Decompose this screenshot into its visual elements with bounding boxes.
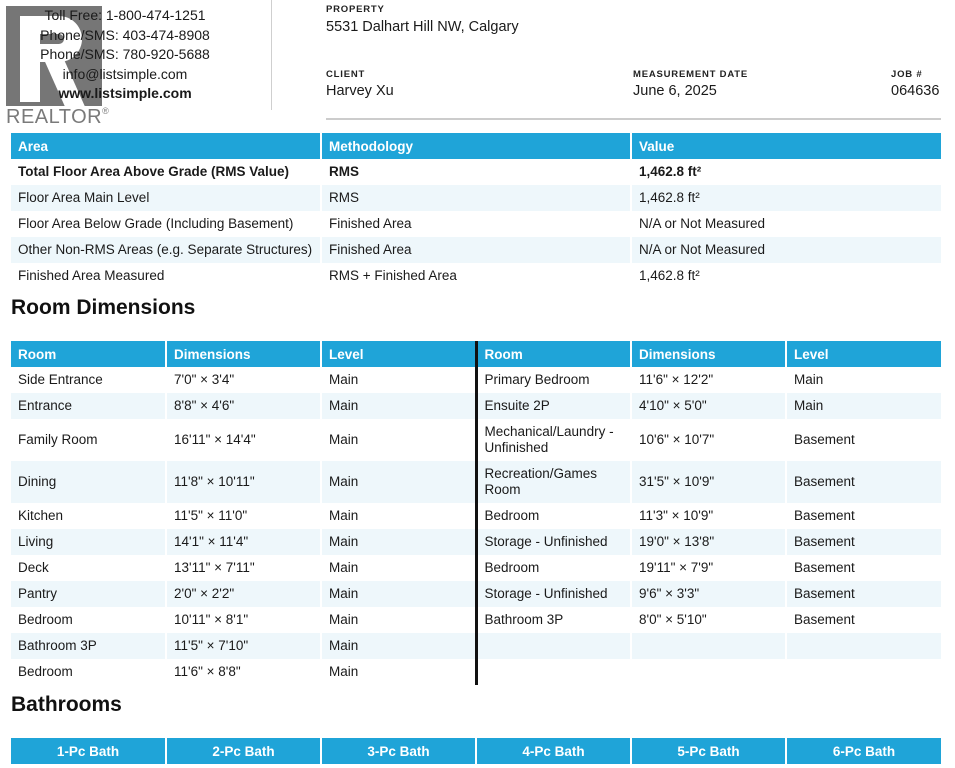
room-dimensions: 10'11" × 8'1"	[166, 607, 321, 633]
bathrooms-table	[11, 738, 941, 764]
room-level: Main	[321, 503, 476, 529]
area-method: RMS	[321, 185, 631, 211]
contact-website-link[interactable]: www.listsimple.com	[58, 85, 192, 101]
area-name: Total Floor Area Above Grade (RMS Value)	[11, 159, 321, 185]
room-dimensions	[631, 659, 786, 685]
room-dimensions: 2'0" × 2'2"	[166, 581, 321, 607]
bathrooms-title: Bathrooms	[11, 693, 122, 716]
room-name: Bedroom	[11, 607, 166, 633]
table-row	[11, 211, 941, 237]
room-level: Main	[794, 372, 824, 387]
room-dimensions: 13'11" × 7'11"	[166, 555, 321, 581]
column-header-level: Level	[786, 341, 941, 367]
contact-phone-2: Phone/SMS: 780-920-5688	[40, 46, 210, 62]
room-name: Ensuite 2P	[476, 393, 631, 419]
room-level: Main	[321, 419, 476, 461]
area-method: Finished Area	[321, 211, 631, 237]
area-name: Floor Area Below Grade (Including Basement)	[11, 211, 321, 237]
column-header-6pc-bath: 6-Pc Bath	[786, 738, 941, 764]
room-name: Storage - Unfinished	[476, 581, 631, 607]
room-dimensions: 8'0" × 5'10"	[631, 607, 786, 633]
room-name: Recreation/Games Room	[476, 461, 631, 503]
room-level: Main	[321, 659, 476, 685]
room-name: Kitchen	[11, 503, 166, 529]
column-header-2pc-bath: 2-Pc Bath	[166, 738, 321, 764]
area-value: N/A or Not Measured	[631, 237, 941, 263]
measurement-date-label: MEASUREMENT DATE	[633, 69, 749, 80]
room-dimensions: 8'8" × 4'6"	[166, 393, 321, 419]
column-header-area: Area	[11, 133, 321, 159]
table-row	[11, 159, 941, 185]
room-dimensions: 11'5" × 11'0"	[166, 503, 321, 529]
column-header-level: Level	[321, 341, 476, 367]
table-row	[11, 659, 941, 685]
header-rule	[326, 118, 941, 120]
room-dimensions: 10'6" × 10'7"	[631, 419, 786, 461]
table-row	[11, 633, 941, 659]
room-name: Bedroom	[11, 659, 166, 685]
table-row	[11, 461, 941, 503]
room-dimensions	[631, 633, 786, 659]
room-dimensions: 19'0" × 13'8"	[631, 529, 786, 555]
bathrooms-table-header	[11, 738, 941, 764]
area-name: Floor Area Main Level	[11, 185, 321, 211]
room-name	[476, 633, 631, 659]
room-level: Main	[321, 581, 476, 607]
column-header-4pc-bath: 4-Pc Bath	[476, 738, 631, 764]
room-level: Main	[321, 607, 476, 633]
column-header-5pc-bath: 5-Pc Bath	[631, 738, 786, 764]
table-row	[11, 263, 941, 289]
room-level: Main	[786, 393, 941, 419]
area-name: Finished Area Measured	[11, 263, 321, 289]
room-dimensions: 11'6" × 12'2"	[631, 367, 786, 393]
area-name: Other Non-RMS Areas (e.g. Separate Structures)	[11, 237, 321, 263]
room-level: Basement	[794, 508, 855, 523]
room-dimensions-title: Room Dimensions	[11, 296, 196, 319]
realtor-wordmark: REALTOR®	[6, 106, 110, 128]
room-dimensions: 4'10" × 5'0"	[631, 393, 786, 419]
column-header-room: Room	[476, 341, 631, 367]
room-dimensions: 9'6" × 3'3"	[631, 581, 786, 607]
measurement-date-value: June 6, 2025	[633, 83, 717, 99]
room-level: Basement	[794, 432, 855, 447]
room-level: Main	[321, 461, 476, 503]
area-value: 1,462.8 ft²	[639, 268, 700, 283]
table-row	[11, 237, 941, 263]
area-value: 1,462.8 ft²	[639, 164, 702, 179]
contact-block	[0, 6, 250, 104]
column-header-1pc-bath: 1-Pc Bath	[11, 738, 166, 764]
room-dimensions: 16'11" × 14'4"	[166, 419, 321, 461]
room-name: Bedroom	[476, 503, 631, 529]
room-level: Basement	[786, 461, 941, 503]
area-value: N/A or Not Measured	[639, 216, 766, 231]
room-level: Basement	[794, 612, 855, 627]
area-method: RMS + Finished Area	[321, 263, 631, 289]
room-level: Main	[321, 555, 476, 581]
room-level: Main	[321, 633, 476, 659]
room-dimensions: 19'11" × 7'9"	[631, 555, 786, 581]
client-value: Harvey Xu	[326, 83, 394, 99]
room-name: Entrance	[11, 393, 166, 419]
table-row	[11, 419, 941, 461]
contact-phone-1: Phone/SMS: 403-474-8908	[40, 26, 210, 43]
table-row	[11, 185, 941, 211]
table-row	[11, 393, 941, 419]
room-level: Basement	[786, 581, 941, 607]
room-dimensions: 11'6" × 8'8"	[166, 659, 321, 685]
job-number-value: 064636	[891, 83, 940, 99]
contact-toll-free: Toll Free: 1-800-474-1251	[44, 7, 206, 23]
property-label: PROPERTY	[326, 4, 385, 15]
area-value: 1,462.8 ft²	[631, 185, 941, 211]
table-row	[11, 555, 941, 581]
room-name: Deck	[11, 555, 166, 581]
area-table	[11, 133, 941, 289]
room-name: Primary Bedroom	[476, 367, 631, 393]
room-level: Main	[321, 529, 476, 555]
room-name: Storage - Unfinished	[476, 529, 631, 555]
room-level: Main	[321, 393, 476, 419]
room-dimensions-table	[11, 341, 941, 685]
room-level: Basement	[786, 529, 941, 555]
column-header-room: Room	[11, 341, 166, 367]
room-dimensions: 11'5" × 7'10"	[166, 633, 321, 659]
room-name: Family Room	[11, 419, 166, 461]
job-number-label: JOB #	[891, 69, 923, 80]
area-table-header	[11, 133, 941, 159]
rooms-table-header	[11, 341, 941, 367]
column-header-3pc-bath: 3-Pc Bath	[321, 738, 476, 764]
room-name: Side Entrance	[11, 367, 166, 393]
room-dimensions: 14'1" × 11'4"	[166, 529, 321, 555]
column-header-value: Value	[631, 133, 941, 159]
room-level: Main	[321, 367, 476, 393]
room-name	[476, 659, 631, 685]
property-value: 5531 Dalhart Hill NW, Calgary	[326, 19, 519, 35]
room-name: Living	[11, 529, 166, 555]
room-name: Pantry	[11, 581, 166, 607]
area-method: Finished Area	[321, 237, 631, 263]
column-header-methodology: Methodology	[321, 133, 631, 159]
table-row	[11, 581, 941, 607]
contact-email[interactable]: info@listsimple.com	[62, 65, 188, 82]
room-name: Bathroom 3P	[476, 607, 631, 633]
room-level	[786, 633, 941, 659]
room-dimensions: 11'3" × 10'9"	[631, 503, 786, 529]
client-label: CLIENT	[326, 69, 366, 80]
room-name: Dining	[11, 461, 166, 503]
room-name: Bathroom 3P	[11, 633, 166, 659]
table-row	[11, 367, 941, 393]
room-level: Basement	[794, 560, 855, 575]
area-method: RMS	[321, 159, 631, 185]
table-row	[11, 529, 941, 555]
room-dimensions: 31'5" × 10'9"	[631, 461, 786, 503]
column-header-dimensions: Dimensions	[166, 341, 321, 367]
column-header-dimensions: Dimensions	[631, 341, 786, 367]
room-dimensions: 11'8" × 10'11"	[166, 461, 321, 503]
header-divider	[271, 0, 272, 110]
table-row	[11, 607, 941, 633]
room-name: Bedroom	[476, 555, 631, 581]
room-dimensions: 7'0" × 3'4"	[166, 367, 321, 393]
room-name: Mechanical/Laundry - Unfinished	[476, 419, 631, 461]
table-row	[11, 503, 941, 529]
room-level	[786, 659, 941, 685]
